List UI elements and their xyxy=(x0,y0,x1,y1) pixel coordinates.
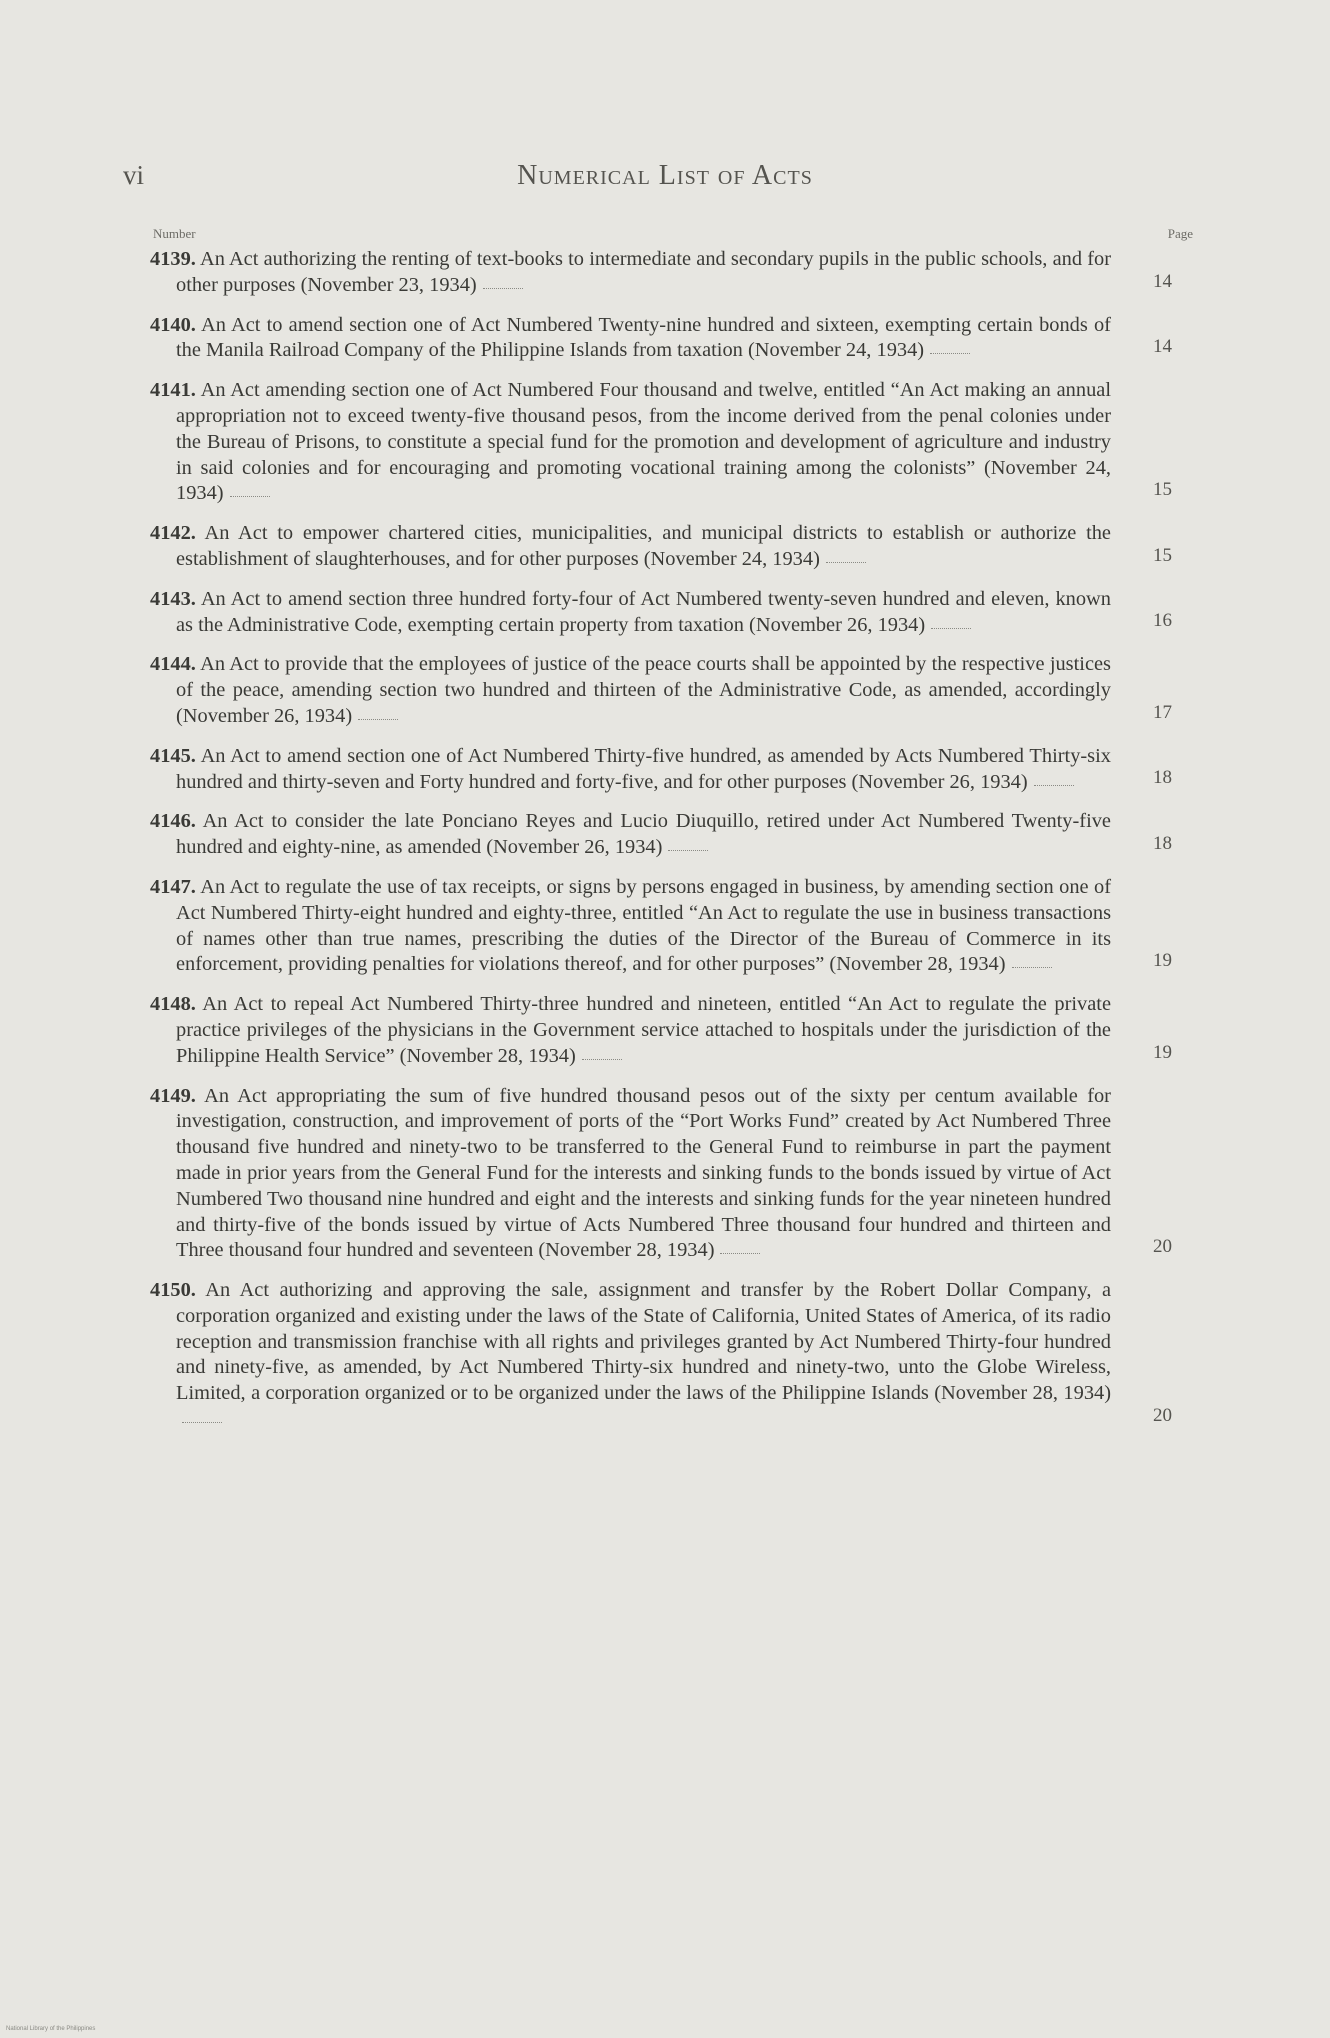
act-number: 4142. xyxy=(150,522,196,545)
act-page-number: 15 xyxy=(1153,479,1172,501)
act-page-number: 14 xyxy=(1153,336,1172,358)
column-label-number: Number xyxy=(153,226,196,241)
act-entry-body xyxy=(150,1278,1111,1433)
dot-leader xyxy=(230,496,270,497)
act-entry-body xyxy=(150,247,1111,299)
act-entry-body xyxy=(150,744,1111,796)
act-entry xyxy=(150,1278,1172,1433)
act-page-number: 19 xyxy=(1153,1041,1172,1063)
act-number: 4143. xyxy=(150,587,196,610)
dot-leader xyxy=(826,562,866,563)
act-entry xyxy=(150,247,1172,299)
act-title: An Act to amend section one of Act Numbered Twenty-nine hundred and sixteen, exempting certain bonds of the Manila Railroad Company of the Philippine Islands from taxation (November 24, 1934) xyxy=(176,313,1111,362)
dot-leader xyxy=(182,1422,222,1423)
act-page-number: 15 xyxy=(1153,544,1172,566)
act-title: An Act authorizing the renting of text-books to intermediate and secondary pupils in the public schools, and for other purposes (November 23, 1934) xyxy=(176,248,1111,296)
act-entry-body xyxy=(150,809,1111,861)
act-entry xyxy=(150,587,1172,639)
running-title: Numerical List of Acts xyxy=(517,160,813,191)
act-number: 4141. xyxy=(150,379,196,402)
act-title: An Act appropriating the sum of five hundred thousand pesos out of the sixty per centum available for investigation, construction, and improvement of ports of the “Port Works Fund” created by Act Numbered Three thousand five hundred and ninety-two to be transferred to the General Fund to reimburse in part the payment made in prior years from the General Fund for the interests and sinking funds to the bonds issued by virtue of Act Numbered Two thousand nine hundred and eight and the interests and sinking funds for the year nineteen hundred and thirty-five of the bonds issued by virtue of Acts Numbered Three thousand four hundred and thirteen and Three thousand four hundred and seventeen (November 28, 1934) xyxy=(176,1084,1111,1262)
act-title: An Act amending section one of Act Numbered Four thousand and twelve, entitled “An Act making an annual appropriation not to exceed twenty-five thousand pesos, from the income derived from the penal colonies under the Bureau of Prisons, to constitute a special fund for the promotion and development of agriculture and industry in said colonies and for encouraging and promoting vocational training among the colonists” (November 24, 1934) xyxy=(176,379,1111,505)
act-entry-body xyxy=(150,521,1111,573)
act-number: 4140. xyxy=(150,313,196,336)
dot-leader xyxy=(930,353,970,354)
act-title: An Act to repeal Act Numbered Thirty-three hundred and nineteen, entitled “An Act to regulate the private practice privileges of the physicians in the Government service attached to hospitals under the jurisdiction of the Philippine Health Service” (November 28, 1934) xyxy=(176,993,1111,1067)
act-number: 4139. xyxy=(150,248,196,270)
act-entry xyxy=(150,809,1172,861)
act-page-number: 17 xyxy=(1153,701,1172,723)
act-page-number: 14 xyxy=(1153,270,1172,292)
act-page-number: 19 xyxy=(1153,950,1172,972)
act-number: 4145. xyxy=(150,744,196,767)
act-entry-body xyxy=(150,587,1111,639)
dot-leader xyxy=(483,288,523,289)
dot-leader xyxy=(582,1059,622,1060)
dot-leader xyxy=(358,719,398,720)
act-title: An Act to empower chartered cities, municipalities, and municipal districts to establish or authorize the establishment of slaughterhouses, and for other purposes (November 24, 1934) xyxy=(176,522,1111,570)
page-folio: vi xyxy=(123,160,145,190)
dot-leader xyxy=(720,1253,760,1254)
act-title: An Act to amend section one of Act Numbered Thirty-five hundred, as amended by Acts Numbered Thirty-six hundred and thirty-seven and Forty hundred and forty-five, and for other purposes (November 26, 1934) xyxy=(176,744,1111,793)
act-entry-body xyxy=(150,313,1111,365)
dot-leader xyxy=(931,628,971,629)
act-number: 4146. xyxy=(150,810,196,833)
act-page-number: 18 xyxy=(1153,832,1172,854)
act-entry xyxy=(150,521,1172,573)
act-entry-body xyxy=(150,652,1111,729)
act-number: 4149. xyxy=(150,1084,196,1107)
act-entry xyxy=(150,378,1172,507)
act-title: An Act to consider the late Ponciano Reyes and Lucio Diuquillo, retired under Act Numbered Twenty-five hundred and eighty-nine, as amended (November 26, 1934) xyxy=(176,810,1111,859)
act-title: An Act to regulate the use of tax receipts, or signs by persons engaged in business, by amending section one of Act Numbered Thirty-eight hundred and eighty-three, entitled “An Act to regulate the use in business transactions of names other than true names, prescribing the duties of the Director of the Bureau of Commerce in its enforcement, providing penalties for violations thereof, and for other purposes” (November 28, 1934) xyxy=(176,875,1111,976)
act-title: An Act authorizing and approving the sale, assignment and transfer by the Robert Dollar Company, a corporation organized and existing under the laws of the State of California, United States of America, of its radio reception and transmission franchise with all rights and privileges granted by Act Numbered Thirty-four hundred and ninety-five, as amended, by Act Numbered Thirty-six hundred and ninety-two, unto the Globe Wireless, Limited, a corporation organized or to be organized under the laws of the Philippine Islands (November 28, 1934) xyxy=(176,1279,1111,1405)
act-title: An Act to amend section three hundred forty-four of Act Numbered twenty-seven hundred and eleven, known as the Administrative Code, exempting certain property from taxation (November 26, 1934) xyxy=(176,587,1111,636)
act-page-number: 20 xyxy=(1153,1236,1172,1258)
act-number: 4147. xyxy=(150,875,196,898)
act-number: 4144. xyxy=(150,653,196,676)
act-entry-body xyxy=(150,875,1111,978)
act-entry xyxy=(150,875,1172,978)
dot-leader xyxy=(1012,967,1052,968)
act-entry xyxy=(150,1084,1172,1265)
dot-leader xyxy=(1034,785,1074,786)
act-entry-body xyxy=(150,378,1111,507)
column-label-page: Page xyxy=(1167,226,1193,241)
acts-list xyxy=(150,247,1172,1447)
act-entry xyxy=(150,313,1172,365)
act-page-number: 16 xyxy=(1153,610,1172,632)
act-number: 4148. xyxy=(150,993,196,1016)
act-title: An Act to provide that the employees of justice of the peace courts shall be appointed by the respective justices of the peace, amending section two hundred and thirteen of the Administrative Code, as amended, accordingly (November 26, 1934) xyxy=(176,653,1111,727)
act-page-number: 18 xyxy=(1153,767,1172,789)
act-number: 4150. xyxy=(150,1279,196,1302)
act-entry xyxy=(150,992,1172,1069)
dot-leader xyxy=(668,850,708,851)
act-entry-body xyxy=(150,1084,1111,1265)
act-entry-body xyxy=(150,992,1111,1069)
act-entry xyxy=(150,652,1172,729)
source-note: National Library of the Philippines xyxy=(6,2026,96,2032)
act-page-number: 20 xyxy=(1153,1404,1172,1426)
act-entry xyxy=(150,744,1172,796)
